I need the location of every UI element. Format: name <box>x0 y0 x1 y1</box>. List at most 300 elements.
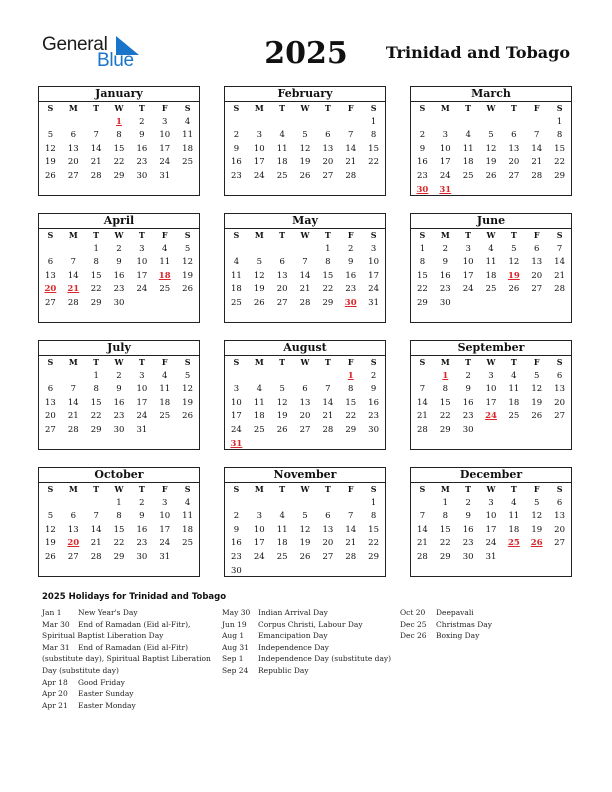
weekday-label: T <box>93 230 100 240</box>
empty-cell <box>248 243 271 257</box>
week-row <box>225 438 385 452</box>
day-cell: 14 <box>322 397 334 408</box>
day-cell: 29 <box>417 297 428 308</box>
holiday-day-cell: 1 <box>347 370 354 381</box>
day-cell: 11 <box>462 143 474 154</box>
empty-cell <box>62 243 85 257</box>
day-cell: 11 <box>253 397 265 408</box>
week-row <box>225 283 385 297</box>
day-cell: 22 <box>417 284 428 295</box>
month-name: August <box>225 341 385 356</box>
weekday-label: S <box>233 230 240 240</box>
holiday-day-cell: 24 <box>485 411 497 422</box>
day-cell: 25 <box>231 297 242 308</box>
day-cell: 19 <box>182 270 193 281</box>
empty-cell <box>339 116 362 130</box>
weekday-label: T <box>324 357 331 367</box>
day-cell: 12 <box>45 143 56 154</box>
day-cell: 4 <box>279 511 285 522</box>
empty-cell <box>294 565 317 579</box>
day-cell: 21 <box>90 157 102 168</box>
day-cell: 12 <box>508 257 520 268</box>
day-cell: 11 <box>276 524 288 535</box>
day-cell: 25 <box>485 284 497 295</box>
logo-word-general: General <box>42 34 108 55</box>
day-cell: 6 <box>325 130 331 141</box>
holiday-name: End of Ramadan (Eid al-Fitr) (substitute day), Spiritual Baptist Liberation Day (substitute day) <box>42 642 211 675</box>
holiday-date: Aug 1 <box>222 631 245 641</box>
day-cell: 27 <box>531 284 543 295</box>
week-row <box>225 243 385 257</box>
holiday-date: Oct 20 <box>400 608 426 617</box>
holiday-date: Sep 24 <box>222 665 249 675</box>
day-cell: 26 <box>531 411 543 422</box>
week-row <box>411 397 571 411</box>
day-cell: 16 <box>439 270 451 281</box>
day-cell: 27 <box>554 538 565 549</box>
day-cell: 20 <box>67 157 79 168</box>
day-cell: 24 <box>136 411 148 422</box>
day-cell: 3 <box>488 370 494 381</box>
day-cell: 21 <box>322 411 334 422</box>
empty-cell <box>525 116 548 130</box>
week-row <box>411 270 571 284</box>
holiday-entry <box>222 630 392 642</box>
empty-cell <box>316 116 339 130</box>
weekday-label: T <box>279 230 286 240</box>
day-cell: 19 <box>182 397 193 408</box>
day-cell: 20 <box>322 538 334 549</box>
holiday-name: End of Ramadan (Eid al-Fitr), Spiritual Baptist Liberation Day <box>42 619 191 641</box>
day-cell: 15 <box>322 270 334 281</box>
weekday-label: M <box>68 230 78 240</box>
day-cell: 16 <box>113 397 125 408</box>
day-cell: 8 <box>442 384 448 395</box>
weekday-header <box>411 356 571 370</box>
day-cell: 30 <box>136 551 148 562</box>
day-cell: 23 <box>231 551 242 562</box>
week-row <box>411 129 571 143</box>
day-cell: 16 <box>417 157 428 168</box>
week-row <box>411 370 571 384</box>
day-cell: 6 <box>556 497 563 508</box>
day-cell: 11 <box>508 384 520 395</box>
week-row <box>411 283 571 297</box>
day-cell: 25 <box>276 170 288 181</box>
day-cell: 3 <box>488 497 494 508</box>
day-cell: 19 <box>253 284 265 295</box>
day-cell: 31 <box>136 424 148 435</box>
week-row <box>39 297 199 311</box>
day-cell: 23 <box>113 411 125 422</box>
empty-cell <box>271 497 294 511</box>
empty-cell <box>525 184 548 198</box>
day-cell: 26 <box>182 284 193 295</box>
week-row <box>39 243 199 257</box>
day-cell: 18 <box>485 270 497 281</box>
day-cell: 9 <box>233 524 240 535</box>
holiday-entry <box>222 665 392 677</box>
week-row <box>39 424 199 438</box>
month-name: July <box>39 341 199 356</box>
weekday-label: S <box>370 103 377 113</box>
day-cell: 15 <box>554 143 565 154</box>
day-cell: 6 <box>511 130 517 141</box>
day-cell: 8 <box>442 511 448 522</box>
weekday-label: W <box>300 484 310 494</box>
day-cell: 10 <box>136 257 148 268</box>
weekday-label: S <box>47 230 54 240</box>
weekday-label: M <box>68 484 78 494</box>
week-row <box>225 156 385 170</box>
holiday-name: Deepavali <box>436 608 474 617</box>
day-cell: 16 <box>231 157 242 168</box>
day-cell: 16 <box>231 538 242 549</box>
day-cell: 3 <box>256 511 262 522</box>
empty-cell <box>457 116 480 130</box>
week-row <box>411 184 571 198</box>
day-cell: 6 <box>534 243 540 254</box>
day-cell: 14 <box>531 143 543 154</box>
day-cell: 3 <box>162 497 168 508</box>
day-cell: 8 <box>116 511 122 522</box>
holiday-name: Emancipation Day <box>258 631 328 641</box>
holiday-date: Jan 1 <box>42 608 62 617</box>
weekday-label: T <box>465 230 472 240</box>
empty-cell <box>130 297 153 311</box>
empty-cell <box>176 551 199 565</box>
day-cell: 19 <box>485 157 497 168</box>
weekday-label: W <box>300 230 310 240</box>
country-title: Trinidad and Tobago <box>385 43 570 62</box>
holiday-entry <box>42 642 212 677</box>
holiday-day-cell: 25 <box>507 538 520 549</box>
logo-word-blue: Blue <box>97 50 134 71</box>
weekday-label: S <box>184 484 191 494</box>
holiday-name: Easter Monday <box>78 700 136 710</box>
day-cell: 4 <box>465 130 471 141</box>
week-row <box>225 524 385 538</box>
day-cell: 29 <box>90 297 102 308</box>
day-cell: 15 <box>113 143 125 154</box>
day-cell: 14 <box>417 524 428 535</box>
weekday-label: F <box>533 230 540 240</box>
month-name: January <box>39 87 199 102</box>
day-cell: 5 <box>302 130 308 141</box>
holiday-day-cell: 18 <box>158 270 171 281</box>
day-cell: 9 <box>139 130 145 141</box>
week-row <box>39 143 199 157</box>
empty-cell <box>362 438 385 452</box>
day-cell: 2 <box>233 511 240 522</box>
holiday-date: Aug 31 <box>222 642 249 652</box>
day-cell: 9 <box>370 384 377 395</box>
day-cell: 29 <box>368 551 379 562</box>
empty-cell <box>525 297 548 311</box>
empty-cell <box>316 438 339 452</box>
day-cell: 15 <box>439 524 451 535</box>
empty-cell <box>39 497 62 511</box>
day-cell: 10 <box>231 397 242 408</box>
empty-cell <box>411 370 434 384</box>
month-september <box>410 340 572 450</box>
day-cell: 6 <box>47 257 54 268</box>
weekday-label: S <box>419 103 426 113</box>
day-cell: 21 <box>345 157 357 168</box>
day-cell: 13 <box>554 384 565 395</box>
day-cell: 3 <box>139 243 145 254</box>
holiday-day-cell: 1 <box>442 370 449 381</box>
day-cell: 10 <box>136 384 148 395</box>
day-cell: 23 <box>439 284 451 295</box>
day-cell: 27 <box>322 170 334 181</box>
weekday-label: M <box>254 484 264 494</box>
empty-cell <box>434 116 457 130</box>
day-cell: 20 <box>299 411 311 422</box>
day-cell: 1 <box>93 370 99 381</box>
holiday-day-cell: 21 <box>67 284 80 295</box>
day-cell: 14 <box>90 143 102 154</box>
empty-cell <box>62 370 85 384</box>
weekday-label: W <box>114 357 124 367</box>
day-cell: 1 <box>442 497 448 508</box>
day-cell: 22 <box>368 157 379 168</box>
holiday-entry <box>400 619 550 631</box>
day-cell: 13 <box>554 511 565 522</box>
day-cell: 17 <box>485 397 497 408</box>
day-cell: 13 <box>508 143 520 154</box>
day-cell: 13 <box>67 143 79 154</box>
day-cell: 22 <box>439 411 451 422</box>
empty-cell <box>153 424 176 438</box>
day-cell: 1 <box>556 116 563 127</box>
day-cell: 12 <box>531 511 543 522</box>
day-cell: 8 <box>370 130 377 141</box>
day-cell: 21 <box>345 538 357 549</box>
empty-cell <box>411 116 434 130</box>
weekday-label: S <box>184 230 191 240</box>
day-cell: 7 <box>93 511 99 522</box>
day-cell: 5 <box>488 130 494 141</box>
day-cell: 18 <box>231 284 242 295</box>
day-cell: 11 <box>159 257 171 268</box>
day-cell: 20 <box>45 411 56 422</box>
day-cell: 24 <box>159 538 171 549</box>
holiday-entry <box>42 688 212 700</box>
day-cell: 6 <box>70 130 76 141</box>
day-cell: 24 <box>368 284 379 295</box>
day-cell: 24 <box>439 170 451 181</box>
day-cell: 2 <box>348 243 354 254</box>
empty-cell <box>294 370 317 384</box>
day-cell: 5 <box>534 497 540 508</box>
weekday-label: W <box>486 357 496 367</box>
day-cell: 14 <box>67 397 79 408</box>
day-cell: 8 <box>93 257 99 268</box>
week-row <box>39 170 199 184</box>
holiday-date: Apr 20 <box>42 689 68 699</box>
week-row <box>411 116 571 130</box>
week-row <box>225 397 385 411</box>
month-name: May <box>225 214 385 229</box>
day-cell: 3 <box>442 130 448 141</box>
weekday-label: W <box>114 103 124 113</box>
day-cell: 14 <box>67 270 79 281</box>
day-cell: 17 <box>136 270 148 281</box>
empty-cell <box>153 297 176 311</box>
week-row <box>39 551 199 565</box>
holiday-name: Christmas Day <box>436 619 492 629</box>
day-cell: 28 <box>299 297 311 308</box>
week-row <box>411 497 571 511</box>
day-cell: 26 <box>485 170 497 181</box>
weekday-label: F <box>533 484 540 494</box>
day-cell: 4 <box>256 384 262 395</box>
empty-cell <box>62 497 85 511</box>
empty-cell <box>502 424 525 438</box>
weekday-label: S <box>556 103 563 113</box>
weekday-label: T <box>324 103 331 113</box>
weekday-label: T <box>279 357 286 367</box>
day-cell: 6 <box>47 384 54 395</box>
day-cell: 2 <box>419 130 426 141</box>
day-cell: 6 <box>325 511 331 522</box>
day-cell: 7 <box>325 384 331 395</box>
empty-cell <box>294 243 317 257</box>
day-cell: 22 <box>345 411 357 422</box>
empty-cell <box>294 116 317 130</box>
holiday-column <box>42 607 212 711</box>
weekday-header <box>39 102 199 116</box>
day-cell: 2 <box>465 497 471 508</box>
weekday-label: F <box>533 357 540 367</box>
empty-cell <box>176 297 199 311</box>
weekday-label: S <box>233 357 240 367</box>
day-cell: 25 <box>159 284 171 295</box>
day-cell: 15 <box>113 524 125 535</box>
day-cell: 22 <box>113 538 125 549</box>
day-cell: 4 <box>162 370 168 381</box>
day-cell: 19 <box>531 524 543 535</box>
day-cell: 9 <box>419 143 426 154</box>
day-cell: 25 <box>253 424 265 435</box>
day-cell: 17 <box>136 397 148 408</box>
day-cell: 23 <box>345 284 357 295</box>
week-row <box>411 383 571 397</box>
day-cell: 4 <box>233 257 240 268</box>
day-cell: 2 <box>116 243 122 254</box>
weekday-label: M <box>254 230 264 240</box>
weekday-label: F <box>533 103 540 113</box>
empty-cell <box>480 297 503 311</box>
day-cell: 13 <box>531 257 543 268</box>
day-cell: 8 <box>116 130 122 141</box>
day-cell: 24 <box>485 538 497 549</box>
general-blue-logo <box>42 34 142 70</box>
day-cell: 18 <box>253 411 265 422</box>
empty-cell <box>362 170 385 184</box>
week-row <box>39 156 199 170</box>
weekday-label: S <box>419 357 426 367</box>
empty-cell <box>176 424 199 438</box>
day-cell: 12 <box>299 143 311 154</box>
weekday-label: S <box>419 230 426 240</box>
weekday-label: S <box>184 103 191 113</box>
day-cell: 8 <box>370 511 377 522</box>
day-cell: 5 <box>534 370 540 381</box>
weekday-label: S <box>184 357 191 367</box>
day-cell: 6 <box>70 511 76 522</box>
month-october <box>38 467 200 577</box>
day-cell: 1 <box>370 497 377 508</box>
day-cell: 11 <box>231 270 242 281</box>
day-cell: 18 <box>508 397 520 408</box>
day-cell: 20 <box>508 157 520 168</box>
weekday-label: S <box>47 103 54 113</box>
day-cell: 28 <box>322 424 334 435</box>
day-cell: 2 <box>139 497 145 508</box>
day-cell: 31 <box>159 170 171 181</box>
day-cell: 13 <box>322 143 334 154</box>
day-cell: 7 <box>348 511 354 522</box>
weekday-label: T <box>465 357 472 367</box>
day-cell: 8 <box>325 257 331 268</box>
day-cell: 26 <box>45 551 56 562</box>
holiday-name: Republic Day <box>258 665 309 675</box>
day-cell: 17 <box>485 524 497 535</box>
day-cell: 22 <box>368 538 379 549</box>
day-cell: 28 <box>90 170 102 181</box>
holiday-name: Easter Sunday <box>78 689 134 699</box>
day-cell: 9 <box>442 257 448 268</box>
weekday-label: S <box>370 484 377 494</box>
day-cell: 5 <box>511 243 517 254</box>
empty-cell <box>248 565 271 579</box>
day-cell: 31 <box>368 297 379 308</box>
day-cell: 13 <box>45 397 56 408</box>
empty-cell <box>271 438 294 452</box>
holiday-date: Apr 18 <box>42 677 68 687</box>
day-cell: 7 <box>534 130 540 141</box>
day-cell: 13 <box>45 270 56 281</box>
week-row <box>39 256 199 270</box>
empty-cell <box>457 184 480 198</box>
day-cell: 25 <box>276 551 288 562</box>
day-cell: 8 <box>419 257 426 268</box>
day-cell: 10 <box>159 130 171 141</box>
week-row <box>225 497 385 511</box>
day-cell: 21 <box>417 411 428 422</box>
day-cell: 7 <box>419 384 426 395</box>
holiday-date: Dec 26 <box>400 631 427 641</box>
holiday-day-cell: 20 <box>44 284 57 295</box>
day-cell: 19 <box>45 538 56 549</box>
day-cell: 25 <box>159 411 171 422</box>
day-cell: 11 <box>276 143 288 154</box>
week-row <box>225 270 385 284</box>
day-cell: 9 <box>465 384 471 395</box>
empty-cell <box>480 424 503 438</box>
day-cell: 19 <box>299 538 311 549</box>
day-cell: 30 <box>136 170 148 181</box>
day-cell: 20 <box>276 284 288 295</box>
day-cell: 21 <box>90 538 102 549</box>
day-cell: 28 <box>417 551 428 562</box>
week-row <box>411 143 571 157</box>
day-cell: 15 <box>90 270 102 281</box>
day-cell: 8 <box>93 384 99 395</box>
empty-cell <box>525 551 548 565</box>
